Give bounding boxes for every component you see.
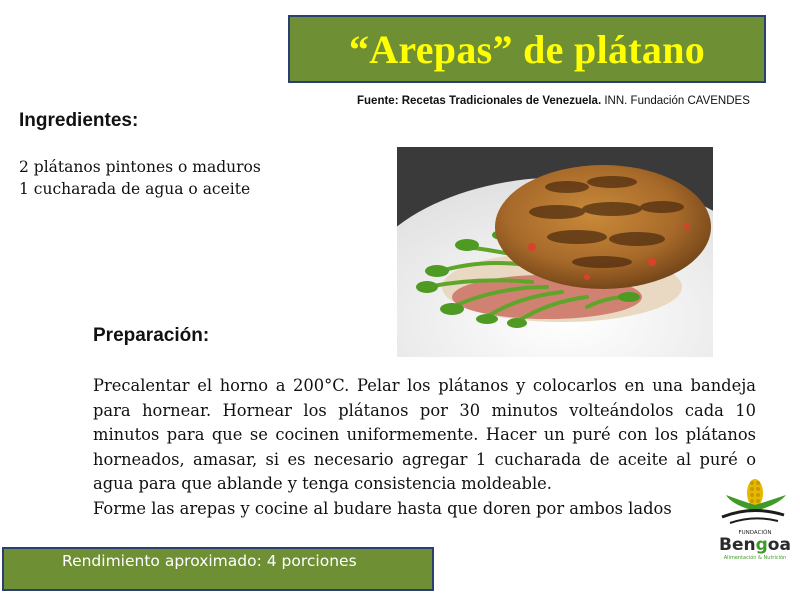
logo-name bbox=[719, 535, 791, 555]
preparation-paragraph: Forme las arepas y cocine al budare hasta que doren por ambos lados bbox=[93, 498, 672, 518]
source-regular: INN. Fundación CAVENDES bbox=[601, 95, 750, 107]
ingredient-item: 2 plátanos pintones o maduros bbox=[19, 158, 261, 176]
bengoa-logo bbox=[712, 475, 798, 567]
logo-tagline: Alimentación & Nutrición bbox=[723, 555, 787, 561]
logo-name-part3: oa bbox=[767, 535, 791, 555]
recipe-title: “Arepas” de plátano bbox=[348, 26, 706, 72]
arepa-photo-illustration bbox=[397, 147, 713, 357]
bengoa-logo-mark bbox=[712, 475, 798, 567]
preparation-text bbox=[93, 374, 756, 521]
preparation-heading: Preparación: bbox=[93, 325, 210, 346]
logo-top-text: FUNDACIÓN bbox=[738, 530, 772, 536]
title-banner bbox=[288, 15, 766, 83]
source-credit bbox=[357, 95, 750, 107]
ingredients-list bbox=[19, 156, 261, 200]
arepa-photo bbox=[397, 147, 713, 357]
preparation-paragraph: Precalentar el horno a 200°C. Pelar los plátanos y colocarlos en una bandeja para hornear. Hornear los plátanos por 30 minutos volteándolos cada 10 minutos para que se cocinen uniformemente. Hacer un puré con los plátanos horneados, amasar, si es necesario agregar 1 cucharada de aceite al puré o agua para que ablande y tenga consistencia moldeable. bbox=[93, 376, 756, 493]
ingredients-heading: Ingredientes: bbox=[19, 110, 139, 131]
logo-name-part2: g bbox=[755, 535, 768, 555]
yield-text: Rendimiento aproximado: 4 porciones bbox=[62, 552, 357, 570]
logo-name-part1: Ben bbox=[719, 535, 756, 555]
yield-banner bbox=[2, 547, 434, 591]
source-bold: Fuente: Recetas Tradicionales de Venezuela. bbox=[357, 95, 602, 107]
ingredient-item: 1 cucharada de agua o aceite bbox=[19, 180, 251, 198]
